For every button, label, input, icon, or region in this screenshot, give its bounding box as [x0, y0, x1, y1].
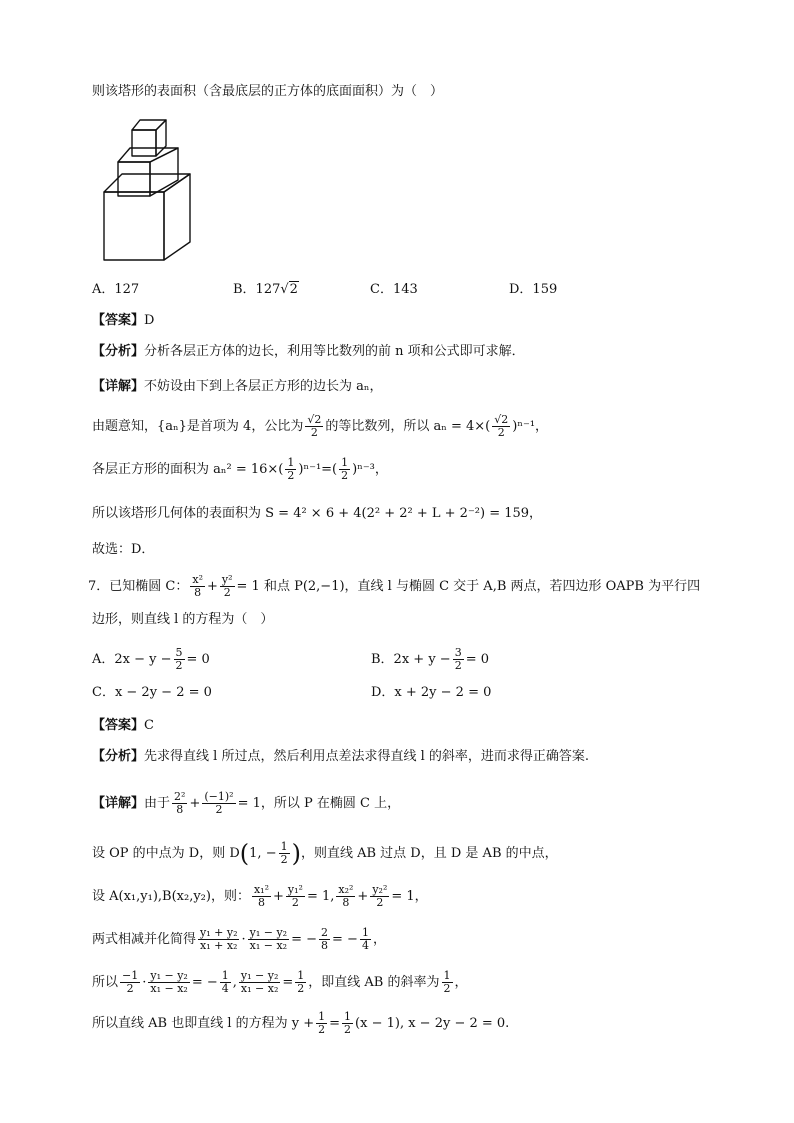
fraction-numerator: 1: [297, 969, 305, 982]
fraction-numerator: 2: [321, 926, 329, 939]
fraction-denominator: 2: [223, 586, 231, 599]
fraction-denominator: 2: [280, 853, 288, 866]
text-segment: ,: [232, 975, 237, 990]
fraction-numerator: y₁ + y₂: [200, 926, 238, 939]
fraction: [370, 884, 389, 909]
fraction: [305, 414, 323, 439]
fraction-denominator: x₁ − x₂: [249, 939, 288, 952]
q6-analysis: [92, 343, 525, 361]
fraction-denominator: 2: [291, 896, 299, 909]
fraction-denominator: 2: [454, 659, 462, 672]
text-segment: )ⁿ⁻¹，: [512, 419, 549, 434]
q6-detail-line-2: [92, 412, 548, 442]
text-segment: )ⁿ⁻¹=(: [298, 462, 338, 477]
fraction-denominator: 8: [321, 939, 329, 952]
fraction: [120, 970, 140, 995]
fraction-denominator: x₁ − x₂: [150, 982, 188, 995]
fraction: [252, 884, 271, 909]
fraction-denominator: 8: [342, 896, 350, 909]
fraction-denominator: 2: [443, 982, 451, 995]
fraction-denominator: 2: [344, 1023, 352, 1036]
q7-detail-line-5: 所以 $\frac{-1}{2}$ · $\frac{\text{y₁ − y₂}}{\text{x₁ − x₂}}$ = − $\frac{1}{4}$ , $\frac{\text{y₁ − y₂}}{\text{x₁ − x₂}}$ = $\frac{1}{2}$ ，即直线 AB 的斜率为 $\frac{1}{2}$ ，: [92, 969, 468, 995]
fraction: [239, 970, 280, 995]
fraction: [220, 574, 235, 599]
right-paren: ): [291, 839, 301, 868]
fraction-numerator: (−1)²: [204, 790, 234, 803]
fraction-denominator: 2: [310, 426, 318, 439]
answer-value: C: [144, 718, 154, 733]
stacked-cubes-figure: [100, 116, 196, 264]
q7-stem-line-2: 边形，则直线 l 的方程为（ ）: [92, 612, 274, 627]
analysis-tag: 【分析】: [92, 344, 145, 359]
fraction: [198, 927, 239, 952]
analysis-tag: 【分析】: [92, 749, 145, 764]
fraction-denominator: 2: [175, 659, 183, 672]
q7-option-a: [92, 645, 210, 675]
left-paren: (: [239, 839, 250, 868]
fraction: [295, 970, 306, 995]
fraction: [342, 1011, 353, 1036]
fraction-denominator: 2: [297, 982, 305, 995]
text-segment: 设 OP 的中点为 D，则 D: [92, 846, 240, 861]
text-segment: = 1 和点 P(2,−1)，直线 l 与椭圆 C 交于 A,B 两点，若四边形 OAPB 为平行四: [236, 579, 701, 594]
fraction: [285, 457, 296, 482]
text-segment: 由题意知，{aₙ}是首项为 4，公比为: [92, 419, 304, 434]
q7-stem-line-1: [88, 572, 700, 602]
fraction: [220, 970, 231, 995]
text-segment: B．2x + y −: [371, 652, 451, 667]
text-segment: ，即直线 AB 的斜率为: [308, 975, 440, 990]
text-segment: = 1,: [306, 889, 335, 904]
text-segment: 所以直线 AB 也即直线 l 的方程为 y +: [92, 1016, 315, 1031]
text-segment: 的等比数列，所以 aₙ = 4×(: [325, 419, 491, 434]
answer-tag: 【答案】: [92, 313, 145, 328]
fraction-denominator: 2: [318, 1023, 326, 1036]
fraction-numerator: 5: [175, 646, 183, 659]
text-segment: +: [206, 579, 218, 594]
q6-option-a: A．127: [92, 282, 140, 297]
text-segment: 1, −: [249, 846, 277, 861]
q6-detail-line-1: [92, 378, 383, 396]
fraction-numerator: y₁ − y₂: [240, 969, 279, 982]
text-segment: = 0: [186, 652, 210, 667]
q7-option-d: D．x + 2y − 2 = 0: [371, 685, 492, 700]
fraction-numerator: x²: [192, 573, 203, 586]
fraction-numerator: 1: [287, 456, 295, 469]
fraction: [286, 884, 305, 909]
text-segment: = 0: [465, 652, 489, 667]
fraction: [336, 884, 355, 909]
text-segment: =: [282, 975, 294, 990]
q6-answer: [92, 312, 154, 330]
fraction: [190, 574, 205, 599]
q7-answer: [92, 717, 154, 735]
fraction-denominator: 2: [341, 469, 349, 482]
fraction-numerator: √2: [494, 413, 509, 426]
fraction-numerator: x₁²: [253, 883, 269, 896]
detail-tag: 【详解】: [92, 796, 145, 811]
text-segment: 各层正方形的面积为 aₙ² = 16×(: [92, 462, 284, 477]
text-segment: A．2x − y −: [92, 652, 172, 667]
fraction-numerator: −1: [122, 969, 139, 982]
text-segment: (x − 1), x − 2y − 2 = 0.: [355, 1016, 510, 1031]
fraction-numerator: x₂²: [338, 883, 354, 896]
q7-detail-line-1: [92, 788, 400, 820]
fraction: [202, 791, 235, 816]
fraction-numerator: 3: [454, 646, 462, 659]
fraction-numerator: y₁ − y₂: [249, 926, 288, 939]
fraction: [492, 414, 510, 439]
fraction-denominator: x₁ + x₂: [200, 939, 238, 952]
fraction-numerator: y₁²: [287, 883, 303, 896]
fraction-numerator: y²: [221, 573, 233, 586]
text-segment: = 1，所以 P 在椭圆 C 上，: [237, 796, 401, 811]
text-segment: 7．已知椭圆 C：: [88, 579, 189, 594]
fraction-numerator: 1: [361, 926, 369, 939]
fraction: [442, 970, 453, 995]
q6-option-b-prefix: B．127: [233, 282, 281, 297]
fraction-numerator: y₂²: [372, 883, 388, 896]
text-segment: )ⁿ⁻³，: [352, 462, 388, 477]
fraction: [174, 647, 185, 672]
text-segment: = −: [332, 932, 358, 947]
q6-detail-line-4: 所以该塔形几何体的表面积为 S = 4² × 6 + 4(2² + 2² + L + 2⁻²) = 159，: [92, 506, 543, 521]
fraction-denominator: 8: [194, 586, 202, 599]
fraction-denominator: 2: [215, 803, 223, 816]
text-segment: = −: [191, 975, 218, 990]
fraction-numerator: 1: [280, 840, 288, 853]
q6-detail-line-3: [92, 455, 388, 485]
q6-option-d: D．159: [509, 282, 558, 297]
text-segment: ，: [454, 975, 468, 990]
text-segment: 设 A(x₁,y₁),B(x₂,y₂)，则：: [92, 889, 250, 904]
q6-option-b-radicand: 2: [289, 282, 298, 297]
fraction-denominator: 2: [126, 982, 134, 995]
fraction-numerator: 1: [344, 1010, 352, 1023]
fraction-denominator: 4: [361, 939, 369, 952]
text-segment: ，: [372, 932, 386, 947]
q6-conclusion: 故选：D．: [92, 542, 155, 557]
fraction-denominator: 8: [257, 896, 265, 909]
q7-detail-line-6: [92, 1008, 509, 1040]
fraction-numerator: 1: [443, 969, 451, 982]
q7-detail-line-2: [92, 838, 558, 870]
fraction: [360, 927, 371, 952]
text-segment: =: [329, 1016, 341, 1031]
fraction: [148, 970, 189, 995]
fraction: [453, 647, 464, 672]
fraction: [279, 841, 290, 866]
q7-option-b: [371, 645, 489, 675]
fraction: [248, 927, 289, 952]
fraction: [172, 791, 187, 816]
fraction-numerator: 1: [318, 1010, 326, 1023]
text-segment: 由于: [144, 796, 171, 811]
text-segment: 所以: [92, 975, 119, 990]
q6-option-c: C．143: [370, 282, 418, 297]
text-segment: = −: [291, 932, 318, 947]
fraction-numerator: 1: [221, 969, 229, 982]
fraction-denominator: 4: [221, 982, 229, 995]
fraction-denominator: x₁ − x₂: [240, 982, 279, 995]
q6-stem-tail: 则该塔形的表面积（含最底层的正方体的底面面积）为（ ）: [92, 84, 444, 99]
q7-detail-line-3: [92, 881, 428, 913]
detail-text: 不妨设由下到上各层正方形的边长为 aₙ，: [144, 379, 383, 394]
analysis-text: 先求得直线 l 所过点，然后利用点差法求得直线 l 的斜率，进而求得正确答案.: [144, 749, 589, 764]
q7-analysis: [92, 748, 589, 766]
fraction-denominator: 2: [287, 469, 295, 482]
fraction-numerator: y₁ − y₂: [150, 969, 188, 982]
fraction: [319, 927, 330, 952]
q7-option-c: C．x − 2y − 2 = 0: [92, 685, 212, 700]
sqrt-icon: √: [280, 282, 289, 297]
fraction-numerator: 1: [341, 456, 349, 469]
fraction-denominator: 2: [497, 426, 505, 439]
text-segment: +: [189, 796, 201, 811]
analysis-text: 分析各层正方体的边长，利用等比数列的前 n 项和公式即可求解．: [144, 344, 525, 359]
answer-tag: 【答案】: [92, 718, 145, 733]
q7-detail-line-4: 两式相减并化简得 $\frac{\text{y₁ + y₂}}{\text{x₁ + x₂}}$ · $\frac{\text{y₁ − y₂}}{\text{x₁ − x₂}}$ = − $\frac{2}{8}$ = − $\frac{1}{4}$ ，: [92, 926, 386, 952]
text-segment: = 1，: [391, 889, 428, 904]
fraction-denominator: 8: [176, 803, 184, 816]
text-segment: 两式相减并化简得: [92, 932, 197, 947]
fraction: [339, 457, 350, 482]
fraction-denominator: 2: [376, 896, 384, 909]
detail-tag: 【详解】: [92, 379, 145, 394]
fraction-numerator: √2: [307, 413, 322, 426]
text-segment: +: [357, 889, 369, 904]
text-segment: ，则直线 AB 过点 D，且 D 是 AB 的中点，: [300, 846, 558, 861]
q6-option-b: [233, 281, 299, 299]
answer-value: D: [144, 313, 155, 328]
fraction: [316, 1011, 327, 1036]
fraction-numerator: 2²: [174, 790, 186, 803]
text-segment: +: [273, 889, 284, 904]
